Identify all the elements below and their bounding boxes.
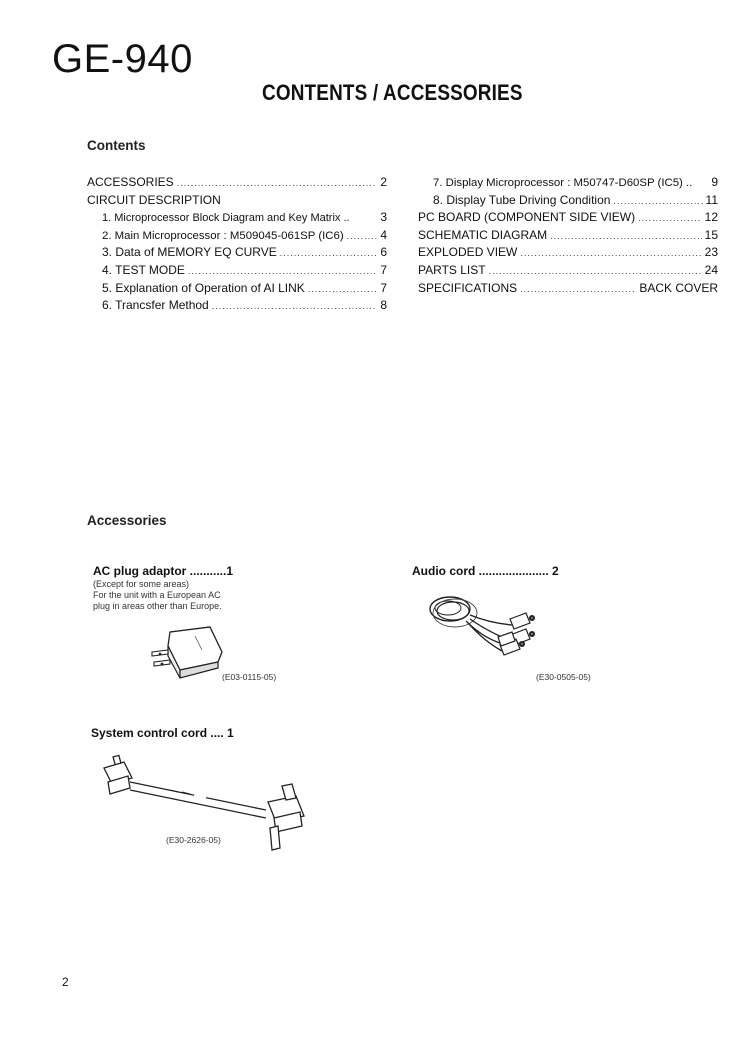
toc-entry[interactable] <box>87 209 387 227</box>
toc-entry[interactable] <box>418 174 718 192</box>
toc-page: 8 <box>380 298 387 313</box>
toc-entry[interactable] <box>87 244 387 262</box>
model-number: GE-940 <box>52 37 193 81</box>
ac-plug-adaptor-illustration <box>140 622 230 684</box>
leader-dots <box>212 298 378 316</box>
toc-label: SCHEMATIC DIAGRAM <box>418 227 548 242</box>
toc-entry[interactable] <box>418 209 718 227</box>
toc-page: 12 <box>704 210 718 225</box>
toc-label: 5. Explanation of Operation of AI LINK <box>102 280 305 295</box>
toc-entry[interactable] <box>87 262 387 280</box>
audio-cord-illustration <box>420 585 550 670</box>
note-line: (Except for some areas) <box>93 579 190 589</box>
toc-page: 6 <box>380 245 387 260</box>
toc-entry[interactable] <box>87 192 387 210</box>
toc-entry[interactable] <box>418 262 718 280</box>
leader-dots <box>280 245 378 263</box>
toc-label: 4. TEST MODE <box>102 262 185 277</box>
toc-left-column <box>87 174 387 315</box>
ac-plug-adaptor-label: AC plug adaptor ...........1 <box>93 564 234 578</box>
toc-label: PC BOARD (COMPONENT SIDE VIEW) <box>418 210 636 225</box>
toc-label: 6. Trancsfer Method <box>102 298 209 313</box>
page-number: 2 <box>62 975 69 989</box>
leader-dots <box>638 210 702 228</box>
leader-dots <box>347 228 378 246</box>
contents-heading: Contents <box>87 138 146 153</box>
toc-label: 1. Microprocessor Block Diagram and Key Matrix .. <box>102 212 350 225</box>
note-line: plug in areas other than Europe. <box>93 601 222 611</box>
toc-label: SPECIFICATIONS <box>418 280 518 295</box>
toc-page: 7 <box>380 262 387 277</box>
leader-dots <box>550 228 702 246</box>
leader-dots <box>489 263 702 281</box>
leader-dots <box>613 193 702 211</box>
toc-label: ACCESSORIES <box>87 175 174 189</box>
toc-page: 7 <box>380 280 387 295</box>
toc-page: 11 <box>705 192 718 207</box>
toc-entry[interactable] <box>418 227 718 245</box>
toc-page: 4 <box>380 227 387 242</box>
toc-entry[interactable] <box>418 244 718 262</box>
toc-label: CIRCUIT DESCRIPTION <box>87 192 221 207</box>
toc-label: 8. Display Tube Driving Condition <box>433 192 611 207</box>
leader-dots <box>177 175 378 193</box>
note-line: For the unit with a European AC <box>93 590 221 600</box>
ac-plug-adaptor-notes <box>93 579 222 612</box>
system-control-cord-label: System control cord .... 1 <box>91 726 234 740</box>
leader-dots <box>520 281 636 299</box>
audio-cord-part-code: (E30-0505-05) <box>536 672 591 682</box>
leader-dots <box>520 245 701 263</box>
toc-label: 3. Data of MEMORY EQ CURVE <box>102 245 277 260</box>
page-title: CONTENTS / ACCESSORIES <box>262 80 523 105</box>
system-control-cord-part-code: (E30-2626-05) <box>166 835 221 845</box>
toc-entry[interactable] <box>87 174 387 192</box>
ac-plug-adaptor-part-code: (E03-0115-05) <box>222 672 277 682</box>
toc-label: 2. Main Microprocessor : M509045-061SP (IC6) <box>102 229 344 242</box>
toc-label: 7. Display Microprocessor : M50747-D60SP (IC5) .. <box>433 177 693 189</box>
toc-page: 15 <box>704 227 718 242</box>
toc-page: 2 <box>380 175 387 189</box>
accessories-heading: Accessories <box>87 513 167 528</box>
toc-page: 3 <box>380 210 387 225</box>
toc-label: EXPLODED VIEW <box>418 245 518 260</box>
toc-entry[interactable] <box>87 297 387 315</box>
toc-page: 24 <box>704 262 718 277</box>
toc-page: 9 <box>711 175 718 189</box>
leader-dots <box>308 281 378 299</box>
leader-dots <box>188 263 377 281</box>
toc-entry[interactable] <box>418 280 718 298</box>
toc-label: PARTS LIST <box>418 262 486 277</box>
toc-page: 23 <box>704 245 718 260</box>
toc-entry[interactable] <box>418 192 718 210</box>
toc-page: BACK COVER <box>639 280 718 295</box>
toc-entry[interactable] <box>87 227 387 245</box>
toc-right-column <box>418 174 718 297</box>
toc-entry[interactable] <box>87 280 387 298</box>
audio-cord-label: Audio cord ..................... 2 <box>412 564 559 578</box>
